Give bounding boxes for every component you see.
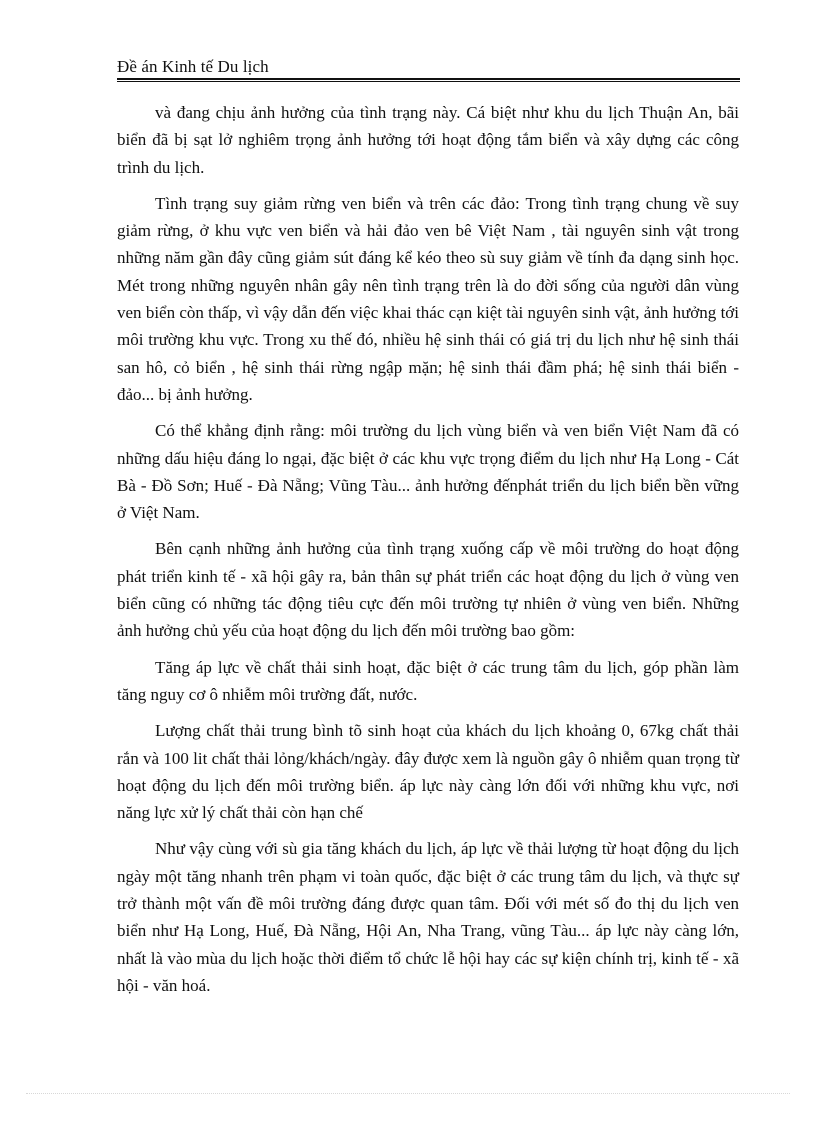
paragraph: Bên cạnh những ảnh hưởng của tình trạng xuống cấp về môi trường do hoạt động phát triển kinh tế - xã hội gây ra, bản thân sự phát triển các hoạt động du lịch ở vùng ven biển cũng có những tác động tiêu cực đến môi trường tự nhiên ở vùng ven biển. Những ảnh hưởng chủ yếu của hoạt động du lịch đến môi trường bao gồm: — [117, 539, 739, 641]
page-boundary-divider — [26, 1093, 790, 1094]
paragraph: Tăng áp lực về chất thải sinh hoạt, đặc biệt ở các trung tâm du lịch, góp phần làm tăng nguy cơ ô nhiễm môi trường đất, nước. — [117, 657, 739, 704]
header-rule-thin — [117, 81, 740, 82]
header-rule — [117, 78, 740, 80]
paragraph: Có thể khẳng định rằng: môi trường du lịch vùng biển và ven biển Việt Nam đã có những dấu hiệu đáng lo ngại, đặc biệt ở các khu vực trọng điểm du lịch như Hạ Long - Cát Bà - Đồ Sơn; Huế - Đà Nẵng; Vũng Tàu... ảnh hưởng đếnphát triển du lịch biển bền vững ở Việt Nam. — [117, 421, 739, 523]
paragraph: Lượng chất thải trung bình tõ sinh hoạt của khách du lịch khoảng 0, 67kg chất thải rắn và 100 lit chất thải lỏng/khách/ngày. đây được xem là nguồn gây ô nhiễm quan trọng từ hoạt động du lịch đến môi trường biển. áp lực này càng lớn đối với những khu vực, nơi năng lực xử lý chất thải còn hạn chế — [117, 721, 739, 823]
document-body — [117, 99, 739, 1008]
paragraph: Như vậy cùng với sù gia tăng khách du lịch, áp lực về thải lượng từ hoạt động du lịch ngày một tăng nhanh trên phạm vi toàn quốc, đặc biệt ở các trung tâm du lịch, và thực sự trở thành một vấn đề môi trường đáng được quan tâm. Đối với mét số đo thị du lịch ven biển như Hạ Long, Huế, Đà Nẵng, Hội An, Nha Trang, vũng Tàu... áp lực này càng lớn, nhất là vào mùa du lịch hoặc thời điểm tổ chức lễ hội hay các sự kiện chính trị, kinh tế - xã hội - văn hoá. — [117, 839, 739, 995]
page-header — [117, 56, 740, 82]
paragraph: và đang chịu ảnh hưởng của tình trạng này. Cá biệt như khu du lịch Thuận An, bãi biển đã bị sạt lở nghiêm trọng ảnh hưởng tới hoạt động tắm biển và xây dựng các công trình du lịch. — [117, 103, 739, 177]
header-title: Đề án Kinh tế Du lịch — [117, 57, 269, 76]
paragraph: Tình trạng suy giảm rừng ven biển và trên các đảo: Trong tình trạng chung về suy giảm rừng, ở khu vực ven biển và hải đảo ven bê Việt Nam , tài nguyên sinh vật trong những năm gần đây cũng giảm sút đáng kể kéo theo sù suy giảm về tính đa dạng sinh học. Mét trong những nguyên nhân gây nên tình trạng trên là do đời sống của người dân vùng ven biển còn thấp, vì vậy dẫn đến việc khai thác cạn kiệt tài nguyên sinh vật, ảnh hưởng tới môi trường khu vực. Trong xu thế đó, nhiều hệ sinh thái có giá trị du lịch như hệ sinh thái san hô, cỏ biển , hệ sinh thái rừng ngập mặn; hệ sinh thái đầm phá; hệ sinh thái biển - đảo... bị ảnh hưởng. — [117, 193, 739, 404]
